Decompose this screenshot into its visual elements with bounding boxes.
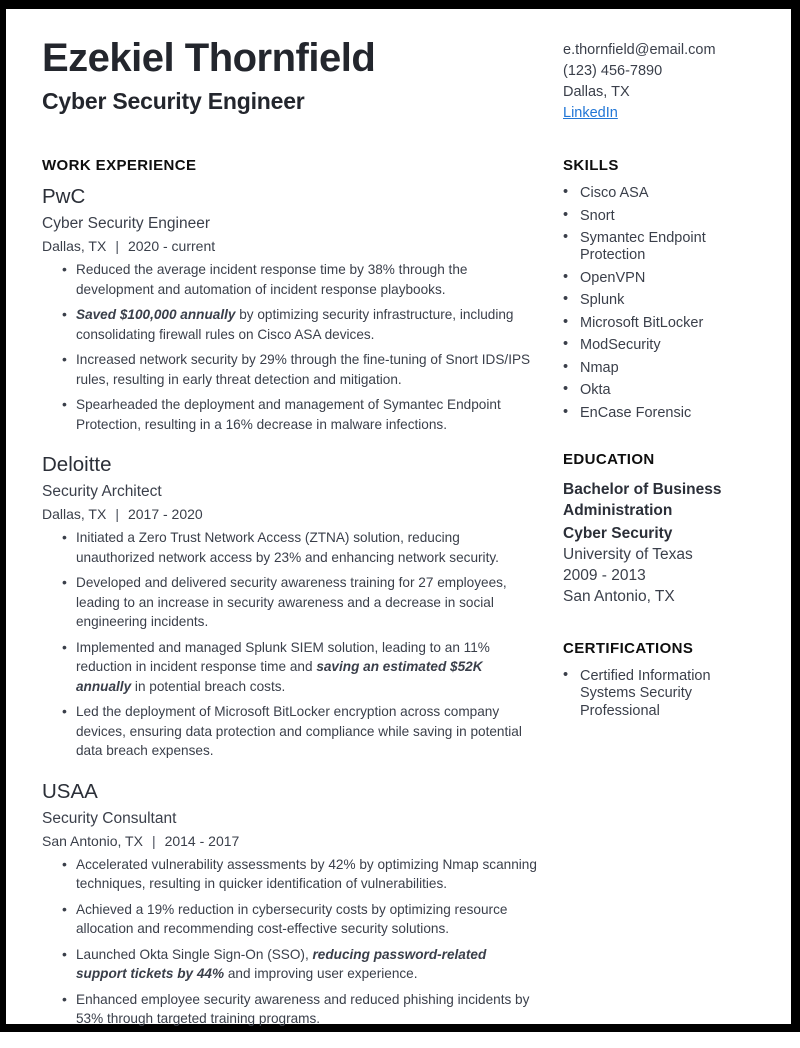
meta-divider: | — [115, 238, 119, 254]
bullet-item — [62, 945, 537, 984]
contact-phone: (123) 456-7890 — [563, 63, 663, 79]
linkedin-link[interactable]: LinkedIn — [563, 105, 618, 121]
certifications-list — [563, 668, 767, 721]
bullet-item — [62, 305, 537, 344]
work-experience-column — [42, 157, 537, 1048]
bullet-text: Initiated a Zero Trust Network Access (ZTNA) solution, reducing unauthorized network access by 23% and enhancing network security. — [76, 530, 499, 565]
bullet-text: Launched Okta Single Sign-On (SSO), — [76, 946, 313, 962]
contact-block — [563, 40, 767, 124]
bullet-text: in potential breach costs. — [131, 678, 286, 694]
resume-columns — [42, 157, 767, 1048]
company-name: Deloitte — [42, 453, 112, 476]
bullet-text: Developed and delivered security awareness training for 27 employees, leading to an increase in security awareness and a decrease in social engineering incidents. — [76, 575, 507, 629]
job-title: Security Architect — [42, 483, 162, 500]
meta-divider: | — [115, 506, 119, 522]
bullet-text: Enhanced employee security awareness and reduced phishing incidents by 53% through targeted training programs. — [76, 991, 530, 1026]
certifications-header: CERTIFICATIONS — [563, 639, 694, 657]
bullet-emphasis: reducing password-related support tickets by 44% — [76, 946, 487, 981]
resume-header — [42, 37, 767, 124]
job-dates: 2014 - 2017 — [164, 832, 240, 849]
bullet-text: Increased network security by 29% through the fine-tuning of Snort IDS/IPS rules, resulting in early threat detection and mitigation. — [76, 352, 531, 387]
bullet-item — [62, 638, 537, 697]
sidebar-column — [563, 157, 767, 1048]
education-header: EDUCATION — [563, 450, 655, 468]
meta-divider: | — [151, 832, 156, 849]
bullet-text: Reduced the average incident response time by 38% through the development and automation of incident response playbooks. — [76, 262, 468, 297]
skill-item: • Microsoft BitLocker — [563, 315, 767, 332]
skill-item: • Symantec Endpoint Protection — [563, 230, 767, 264]
bullet-text: Led the deployment of Microsoft BitLocker encryption across company devices, ensuring data protection and compliance while saving in potential data breach expenses. — [76, 704, 522, 758]
education-location: San Antonio, TX — [563, 587, 675, 605]
bullet-item — [62, 990, 537, 1029]
company-name: PwC — [42, 185, 86, 208]
job-dates: 2020 - current — [127, 238, 216, 254]
education-major: Cyber Security — [563, 524, 673, 542]
person-name: Ezekiel Thornfield — [42, 36, 376, 80]
skill-item: • Cisco ASA — [563, 185, 767, 202]
certification-item: • Certified Information Systems Security Professional — [563, 668, 767, 721]
education-school: University of Texas — [563, 545, 693, 563]
certifications-section — [563, 640, 767, 721]
person-job-title: Cyber Security Engineer — [42, 88, 305, 114]
identity-block — [42, 37, 563, 115]
job-entry-pwc — [42, 185, 537, 434]
job-location: Dallas, TX — [42, 238, 107, 254]
bullet-text: Implemented and managed Splunk SIEM solution, leading to an 11% reduction in incident response time and — [76, 639, 490, 674]
education-dates: 2009 - 2013 — [563, 566, 646, 584]
contact-location: Dallas, TX — [563, 84, 630, 100]
skill-item: • Splunk — [563, 292, 767, 309]
company-name: USAA — [42, 779, 98, 803]
bullet-item — [62, 702, 537, 761]
job-entry-usaa — [42, 780, 537, 1029]
bullet-item — [62, 528, 537, 567]
skill-item: • EnCase Forensic — [563, 405, 767, 422]
skills-section — [563, 157, 767, 422]
bullet-text: Spearheaded the deployment and management of Symantec Endpoint Protection, resulting in a 16% decrease in malware infections. — [76, 397, 501, 432]
skill-item: • Okta — [563, 382, 767, 399]
job-bullets — [42, 528, 537, 761]
bullet-item — [62, 350, 537, 389]
bullet-item — [62, 395, 537, 434]
skill-item: • OpenVPN — [563, 270, 767, 287]
bullet-item — [62, 573, 537, 632]
job-title: Cyber Security Engineer — [42, 215, 210, 232]
bullet-emphasis: saving an estimated $52K annually — [76, 659, 483, 694]
bullet-text: Achieved a 19% reduction in cybersecurity costs by optimizing resource allocation and recommending cost-effective security solutions. — [76, 901, 508, 936]
bullet-item — [62, 855, 537, 894]
education-degree: Bachelor of Business Administration — [563, 480, 722, 519]
bullet-item — [62, 260, 537, 299]
job-bullets — [42, 855, 537, 1029]
bullet-text: by optimizing security infrastructure, including consolidating firewall rules on Cisco ASA devices. — [76, 307, 514, 342]
job-meta — [42, 238, 537, 254]
education-section — [563, 451, 767, 607]
job-location: San Antonio, TX — [42, 832, 143, 849]
job-entry-deloitte — [42, 453, 537, 761]
skills-list — [563, 185, 767, 422]
skill-item: • Nmap — [563, 360, 767, 377]
job-location: Dallas, TX — [42, 506, 107, 522]
work-experience-header: WORK EXPERIENCE — [42, 157, 197, 174]
contact-email: e.thornfield@email.com — [563, 42, 716, 58]
bullet-text: Accelerated vulnerability assessments by 42% by optimizing Nmap scanning techniques, resulting in quicker identification of vulnerabilities. — [76, 856, 537, 891]
bullet-item — [62, 900, 537, 939]
skill-item: • ModSecurity — [563, 337, 767, 354]
skills-header: SKILLS — [563, 157, 619, 174]
job-bullets — [42, 260, 537, 434]
bullet-emphasis: Saved $100,000 annually — [76, 307, 236, 322]
job-title: Security Consultant — [42, 809, 177, 827]
job-meta — [42, 506, 537, 522]
skill-item: • Snort — [563, 208, 767, 225]
job-meta — [42, 833, 537, 849]
bullet-text: and improving user experience. — [224, 966, 418, 981]
job-dates: 2017 - 2020 — [127, 506, 203, 522]
